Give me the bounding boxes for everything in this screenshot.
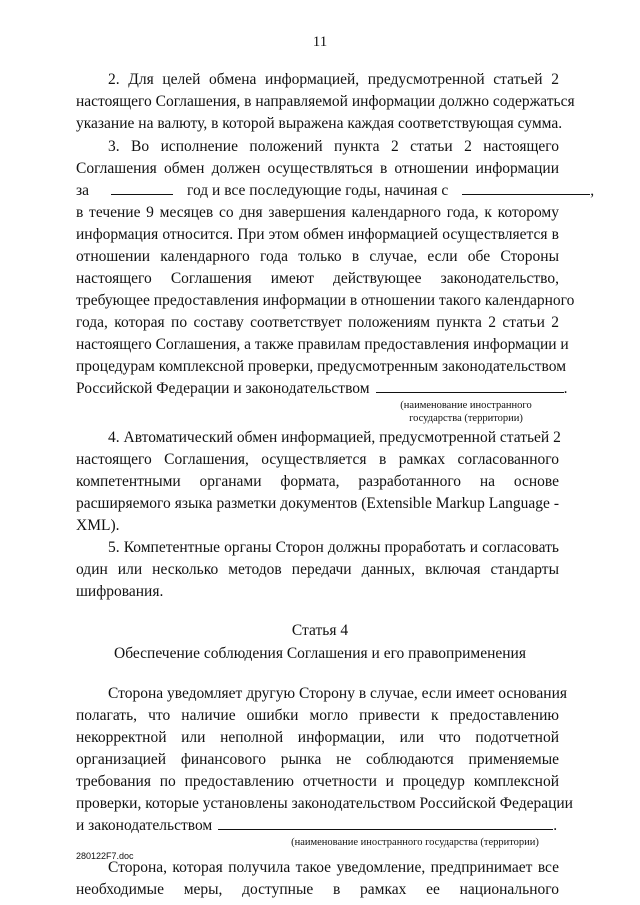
text-fragment: за — [76, 182, 90, 199]
text-line: шифрования. — [76, 583, 164, 600]
field-caption — [376, 399, 556, 425]
text-line-with-blank — [76, 816, 559, 835]
text-fragment: и законодательством — [76, 817, 213, 834]
text-line: полагать, что наличие ошибки могло привести к предоставлению — [76, 707, 559, 724]
start-date-blank — [462, 182, 590, 195]
text-line: проверки, которые установлены законодательством Российской Федерации — [76, 795, 573, 812]
text-line: 2. Для целей обмена информацией, предусмотренной статьей 2 — [108, 71, 559, 88]
text-line: указание на валюту, в которой выражена каждая соответствующая сумма. — [76, 115, 563, 132]
text-line: необходимые меры, доступные в рамках ее национального — [76, 881, 559, 898]
text-line: один или несколько методов передачи данных, включая стандарты — [76, 561, 559, 578]
text-fragment: . — [563, 380, 568, 397]
text-line: в течение 9 месяцев со дня завершения календарного года, к которому — [76, 204, 559, 221]
text-line: организацией финансового рынка не соблюдаются применяемые — [76, 751, 559, 768]
page-number: 11 — [312, 34, 328, 50]
text-line-with-blanks — [76, 181, 595, 200]
text-line: 4. Автоматический обмен информацией, предусмотренной статьей 2 — [108, 429, 561, 446]
text-fragment: год и все последующие годы, начиная с — [187, 182, 449, 199]
text-line: процедурам комплексной проверки, предусмотренным законодательством — [76, 358, 567, 375]
field-caption: (наименование иностранного государства (территории) — [291, 837, 539, 848]
text-line-with-blank — [76, 379, 568, 398]
text-line: информация относится. При этом обмен информацией осуществляется в — [76, 226, 559, 243]
country-name-blank — [376, 380, 564, 393]
text-line: Соглашения обмен должен осуществляться в отношении информации — [76, 160, 559, 177]
text-fragment: Российской Федерации и законодательством — [76, 380, 370, 397]
text-line: настоящего Соглашения имеют действующее законодательство, — [76, 270, 559, 287]
text-line: требующее предоставления информации в отношении такого календарного — [76, 292, 575, 309]
text-line: XML). — [76, 517, 120, 534]
text-line: настоящего Соглашения, осуществляется в рамках согласованного — [76, 451, 559, 468]
text-line: настоящего Соглашения, в направляемой информации должно содержаться — [76, 93, 575, 110]
text-line: Сторона, которая получила такое уведомление, предпринимает все — [108, 859, 559, 876]
caption-line: государства (территории) — [409, 413, 523, 424]
text-line: отношении календарного года только в случае, если обе Стороны — [76, 248, 559, 265]
text-line: Сторона уведомляет другую Сторону в случае, если имеет основания — [108, 685, 568, 702]
caption-line: (наименование иностранного — [400, 400, 532, 411]
year-blank — [111, 182, 173, 195]
text-line: некорректной или неполной информации, или что подотчетной — [76, 729, 559, 746]
file-name-footer: 280122F7.doc — [76, 851, 134, 861]
text-fragment: , — [590, 182, 595, 199]
article-title: Статья 4 — [291, 622, 349, 639]
text-line: компетентными органами формата, разработанного на основе — [76, 473, 559, 490]
text-line: года, которая по составу соответствует положениям пункта 2 статьи 2 — [76, 314, 559, 331]
text-line: настоящего Соглашения, а также правилам предоставления информации и — [76, 336, 569, 353]
text-line: 3. Во исполнение положений пункта 2 статьи 2 настоящего — [108, 138, 559, 155]
text-fragment: . — [553, 817, 558, 834]
text-line: расширяемого языка разметки документов (Extensible Markup Language - — [76, 495, 559, 512]
country-name-blank — [218, 817, 553, 830]
text-line: 5. Компетентные органы Сторон должны проработать и согласовать — [108, 539, 559, 556]
article-subtitle: Обеспечение соблюдения Соглашения и его правоприменения — [114, 645, 526, 662]
text-line: требования по предоставлению отчетности и процедур комплексной — [76, 773, 559, 790]
